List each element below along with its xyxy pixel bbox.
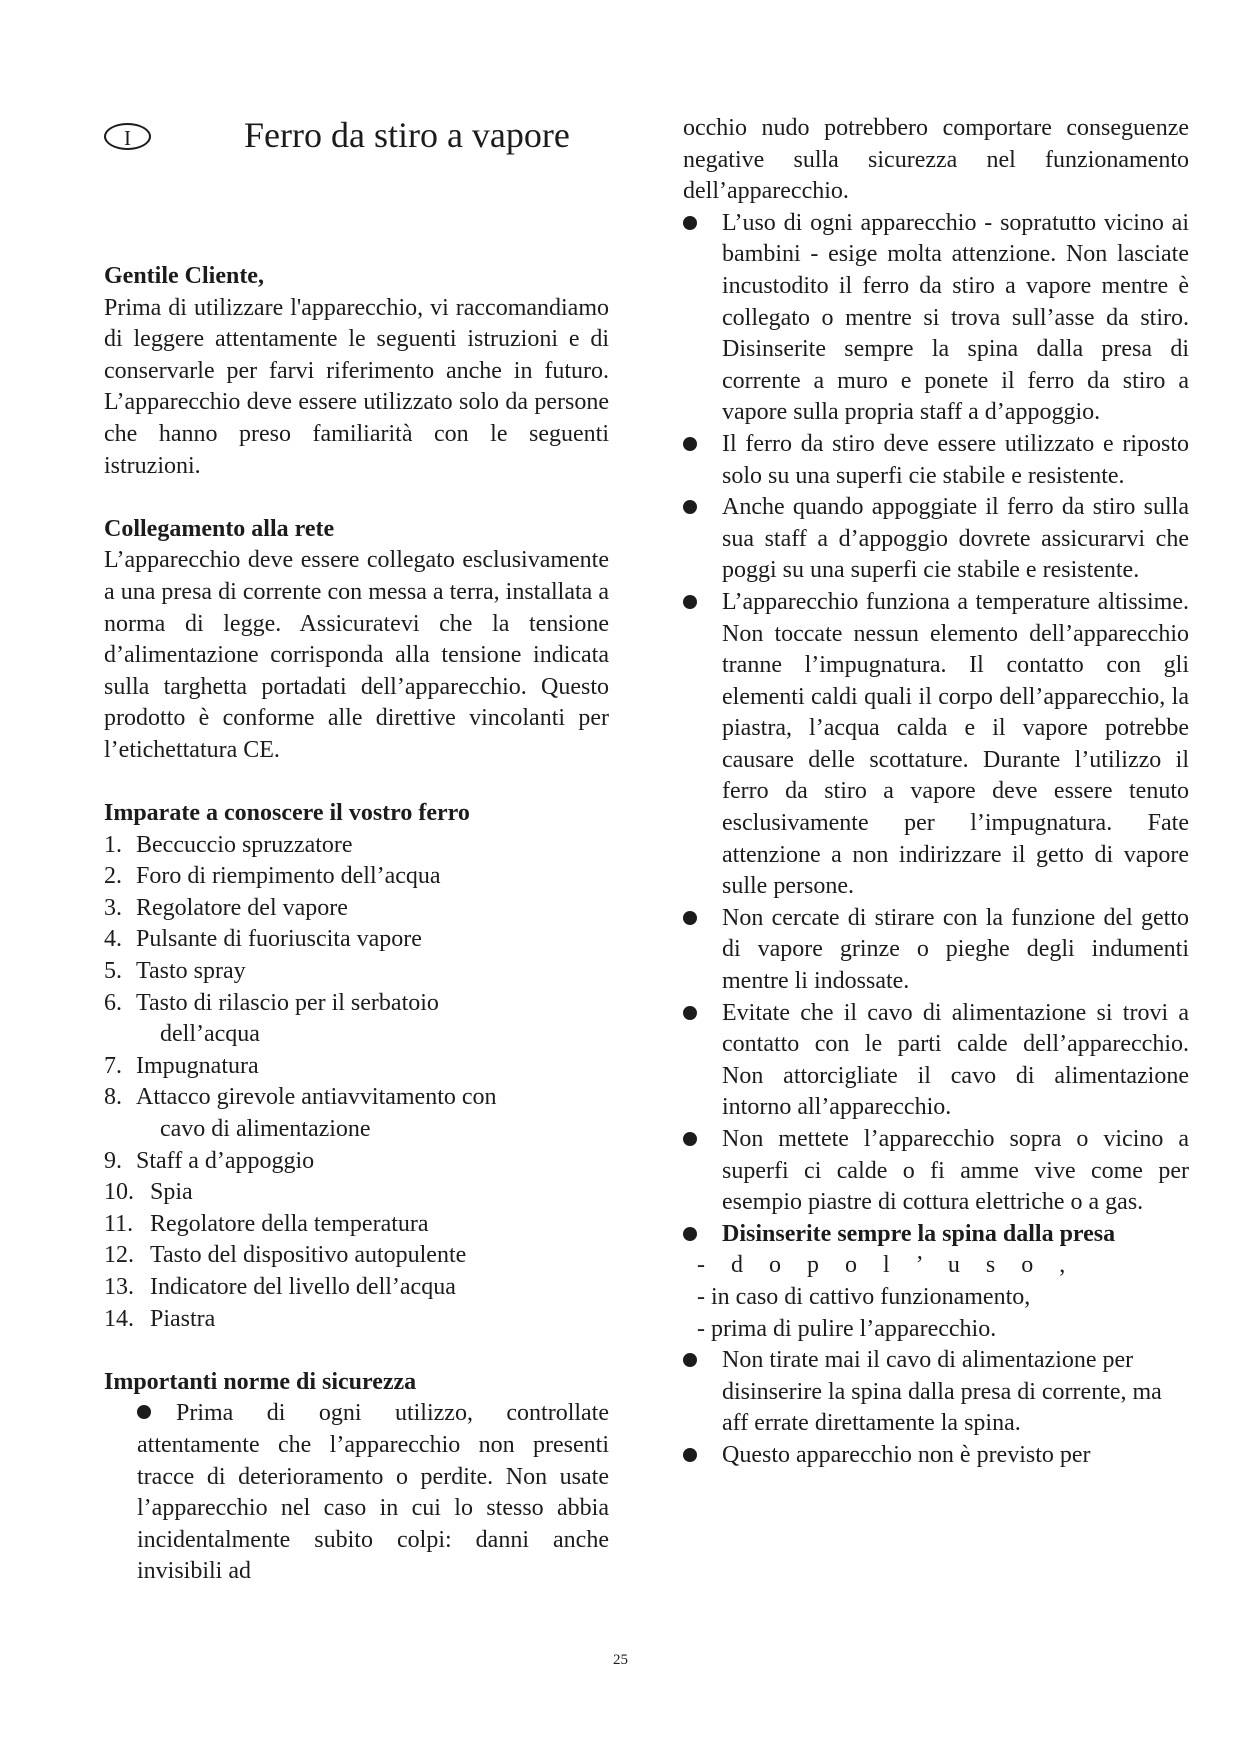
bullet-icon — [683, 500, 697, 514]
continued-text: occhio nudo potrebbero comportare conseguenze negative sulla sicurezza nel funzionamento dell’apparecchio. — [683, 115, 1189, 205]
safety-bullet: Non mettete l’apparecchio sopra o vicino a superfi ci calde o fi amme vive come per esempio piastre di cottura elettriche o a gas. — [683, 1124, 1189, 1219]
safety-bullet: Non cercate di stirare con la funzione del getto di vapore grinze o pieghe degli indumenti mentre li indossate. — [683, 903, 1189, 998]
list-item: 3. Regolatore del vapore — [104, 894, 348, 921]
bullet-icon — [683, 1353, 697, 1367]
list-item: 13. Indicatore del livello dell’acqua — [104, 1274, 456, 1300]
safety-bullet: Anche quando appoggiate il ferro da stiro sulla sua staff a d’appoggio dovrete assicurarvi che poggi su una superfi cie stabile e resistente. — [683, 492, 1189, 587]
safety-first-bullet: Prima di ogni utilizzo, controllate attentamente che l’apparecchio non presenti tracce di deterioramento o perdite. Non usate l’apparecchio nel caso in cui lo stesso abbia incidentalmente subito colpi: danni anche invisibili ad — [137, 1400, 609, 1585]
safety-bullet: Evitate che il cavo di alimentazione si trovi a contatto con le parti calde dell’apparecchio. Non attorcigliate il cavo di alimentazione intorno all’apparecchio. — [683, 998, 1189, 1124]
list-item: 4. Pulsante di fuoriuscita vapore — [104, 926, 422, 953]
page-header — [104, 113, 609, 158]
bullet-icon — [683, 437, 697, 451]
parts-list — [104, 830, 609, 1336]
list-item: 9. Staff a d’appoggio — [104, 1147, 315, 1174]
list-item: 7. Impugnatura — [104, 1052, 259, 1079]
list-item: 5. Tasto spray — [104, 958, 246, 985]
bullet-icon — [683, 1132, 697, 1146]
safety-bullet: L’apparecchio funziona a temperature altissime. Non toccate nessun elemento dell’apparecchio tranne l’impugnatura. Il contatto con gli elementi caldi quali il corpo dell’apparecchio, la piastra, l’acqua calda e il vapore potrebbe causare delle scottature. Durante l’utilizzo il ferro da stiro a vapore deve essere tenuto esclusivamente per l’impugnatura. Fate attenzione a non indirizzare il getto di vapore sulle persone. — [683, 587, 1189, 903]
unplug-item: - d o p o l ’ u s o , — [697, 1252, 1076, 1279]
bullet-icon — [683, 1006, 697, 1020]
bullet-icon — [683, 1227, 697, 1241]
language-badge: I — [104, 123, 151, 150]
safety-bullet: Non tirate mai il cavo di alimentazione per disinserire la spina dalla presa di corrente, ma aff errate direttamente la spina. — [683, 1345, 1189, 1440]
page-title: Ferro da stiro a vapore — [244, 115, 570, 155]
bullet-icon — [683, 1448, 697, 1462]
unplug-bullet: Disinserite sempre la spina dalla presa — [683, 1219, 1189, 1251]
page-number: 25 — [613, 1652, 628, 1668]
connection-text: L’apparecchio deve essere collegato esclusivamente a una presa di corrente con messa a terra, installata a norma di legge. Assicuratevi che la tensione d’alimentazione corrisponda alla tensione indicata sulla targhetta portadati dell’apparecchio. Questo prodotto è conforme alle direttive vincolanti per l’etichettatura CE. — [104, 547, 609, 763]
list-item: 6. Tasto di rilascio per il serbatoio dell’acqua — [104, 989, 439, 1048]
intro-text: Prima di utilizzare l'apparecchio, vi raccomandiamo di leggere attentamente le seguenti istruzioni e di conservarle per farvi riferimento anche in futuro. L’apparecchio deve essere utilizzato solo da persone che hanno preso familiarità con le seguenti istruzioni. — [104, 294, 609, 479]
safety-heading: Importanti norme di sicurezza — [104, 1368, 417, 1395]
right-column — [683, 113, 1189, 1472]
bullet-icon — [137, 1405, 151, 1419]
safety-bullet: L’uso di ogni apparecchio - sopratutto vicino ai bambini - esige molta attenzione. Non lasciate incustodito il ferro da stiro a vapore mentre è collegato o mentre si trova sull’asse da stiro. Disinserite sempre la spina dalla presa di corrente a muro e ponete il ferro da stiro a vapore sulla propria staff a d’appoggio. — [683, 208, 1189, 429]
unplug-item: - in caso di cattivo funzionamento, — [697, 1283, 1031, 1310]
list-item: 2. Foro di riempimento dell’acqua — [104, 863, 441, 890]
bullet-icon — [683, 595, 697, 609]
bullet-icon — [683, 216, 697, 230]
bullet-icon — [683, 911, 697, 925]
list-item: 1. Beccuccio spruzzatore — [104, 831, 353, 858]
list-item: 14. Piastra — [104, 1305, 216, 1332]
list-item: 11. Regolatore della temperatura — [104, 1210, 429, 1237]
left-column — [104, 113, 609, 1588]
parts-heading: Imparate a conoscere il vostro ferro — [104, 800, 470, 827]
list-item: 10. Spia — [104, 1179, 193, 1206]
list-item: 12. Tasto del dispositivo autopulente — [104, 1242, 467, 1269]
safety-bullet: Il ferro da stiro deve essere utilizzato e riposto solo su una superfi cie stabile e resistente. — [683, 429, 1189, 492]
intro-heading: Gentile Cliente, — [104, 263, 264, 289]
connection-heading: Collegamento alla rete — [104, 515, 335, 542]
unplug-item: - prima di pulire l’apparecchio. — [697, 1315, 997, 1342]
list-item: 8. Attacco girevole antiavvitamento con cavo di alimentazione — [104, 1084, 497, 1143]
safety-bullet: Questo apparecchio non è previsto per — [683, 1440, 1189, 1472]
